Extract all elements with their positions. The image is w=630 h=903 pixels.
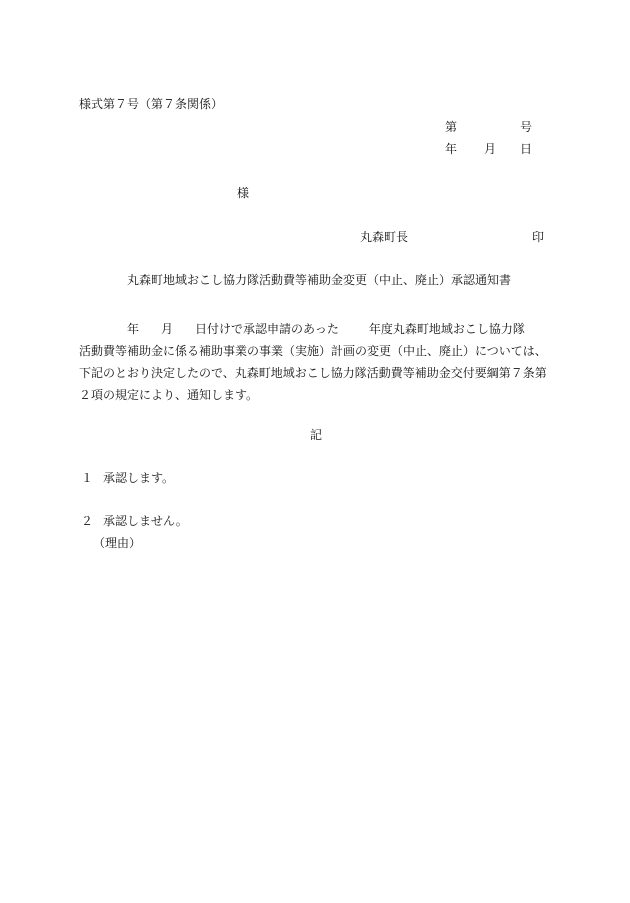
body-line-3: 下記のとおり決定したので、丸森町地域おこし協力隊活動費等補助金交付要綱第７条第: [79, 366, 547, 380]
item-text: 承認します。: [103, 471, 175, 485]
item-text: 承認しません。: [103, 514, 188, 528]
seal-mark: 印: [532, 230, 545, 244]
document-title: 丸森町地域おこし協力隊活動費等補助金変更（中止、廃止）承認通知書: [127, 273, 512, 287]
date-year: 年: [445, 142, 458, 156]
reason-label: （理由）: [93, 536, 142, 550]
body-line-4: ２項の規定により、通知します。: [79, 388, 259, 402]
body-month: 月: [161, 322, 174, 336]
date-month: 月: [484, 142, 497, 156]
item-number: ２: [81, 514, 94, 528]
body-year: 年: [127, 322, 140, 336]
item-number: １: [81, 471, 94, 485]
body-line-1: [79, 318, 555, 340]
date-day: 日: [520, 142, 533, 156]
form-label: 様式第７号（第７条関係）: [79, 97, 224, 111]
issuer-title: 丸森町長: [360, 230, 409, 244]
body-paragraph: [79, 318, 555, 406]
body-line-2: 活動費等補助金に係る補助事業の事業（実施）計画の変更（中止、廃止）については、: [79, 344, 547, 358]
body-text-a: 日付けで承認申請のあった: [195, 322, 339, 336]
body-text-b: 年度丸森町地域おこし協力隊: [368, 322, 525, 336]
doc-number-prefix: 第: [445, 120, 458, 134]
ki-heading: 記: [310, 428, 323, 442]
doc-number-suffix: 号: [520, 120, 533, 134]
addressee-suffix: 様: [237, 186, 250, 200]
